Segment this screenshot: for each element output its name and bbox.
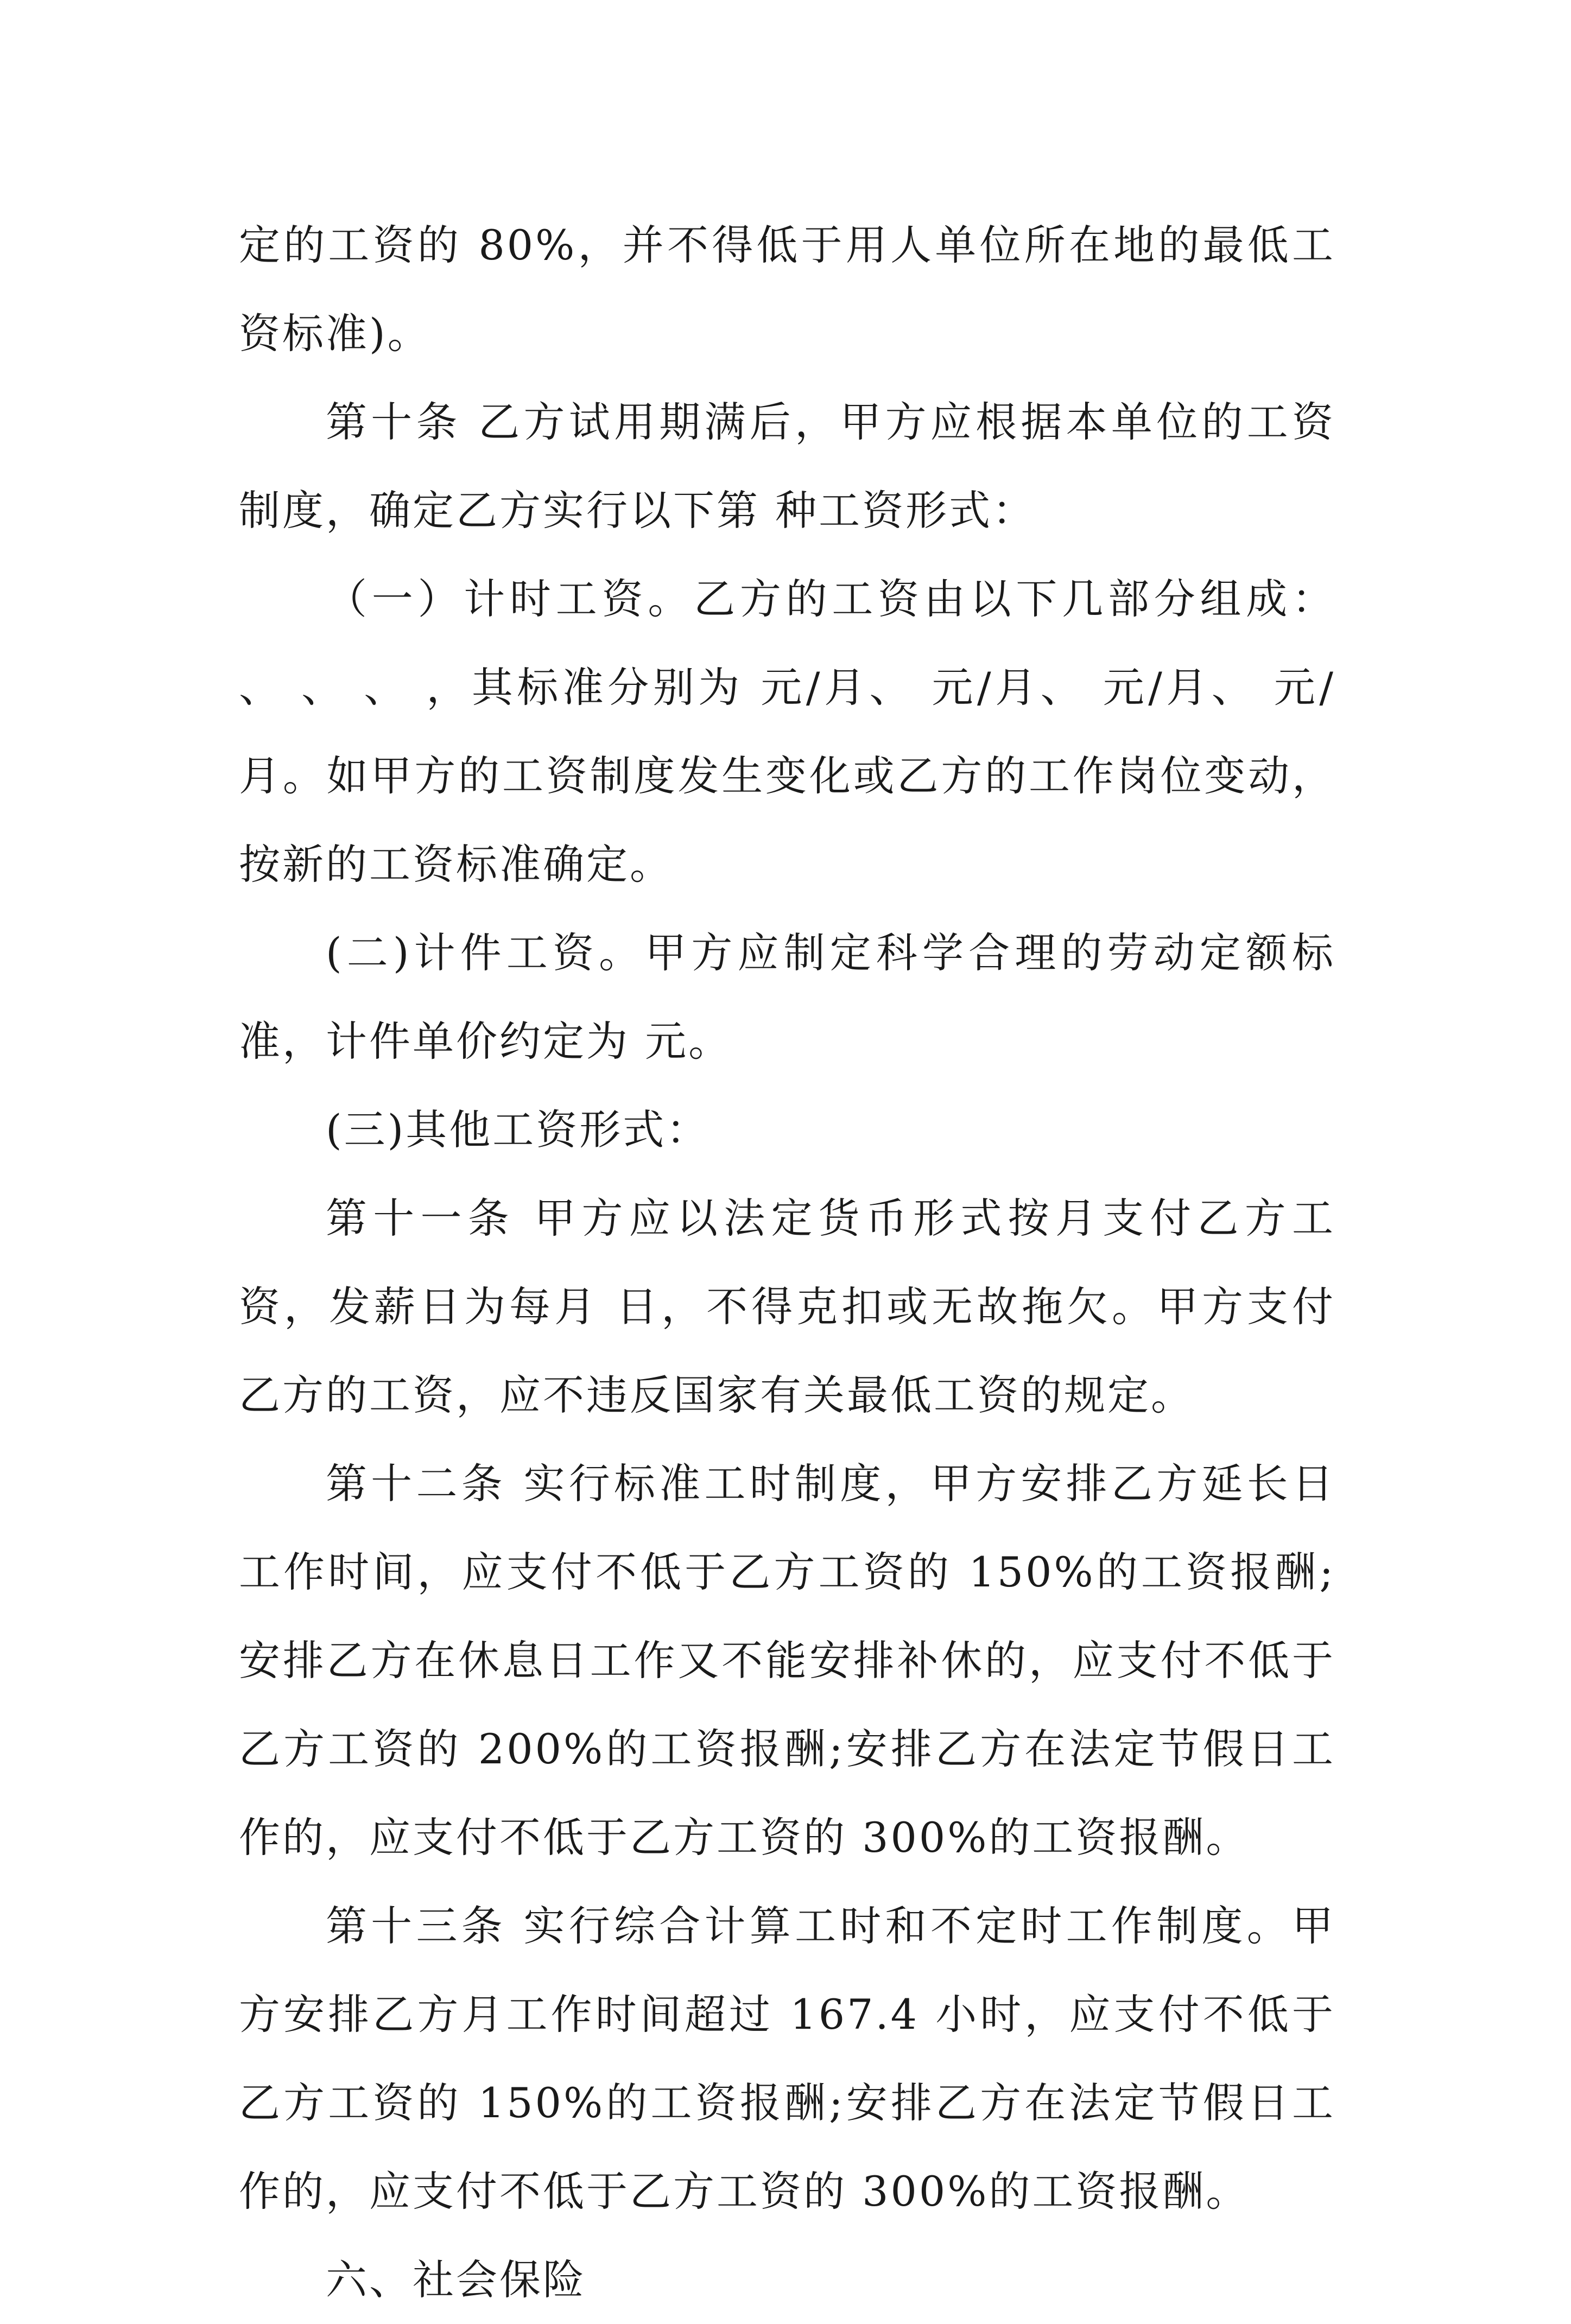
paragraph-article-12: 第十二条 实行标准工时制度，甲方安排乙方延长日工作时间，应支付不低于乙方工资的 150%的工资报酬;安排乙方在休息日工作又不能安排补休的，应支付不低于乙方工资的 200%的工资报酬;安排乙方在法定节假日工作的，应支付不低于乙方工资的 300%的工资报酬。	[239, 1459, 1335, 1862]
paragraph-article-11: 第十一条 甲方应以法定货币形式按月支付乙方工资，发薪日为每月 日，不得克扣或无故拖欠。甲方支付乙方的工资，应不违反国家有关最低工资的规定。	[239, 1194, 1335, 1419]
paragraph-article-10-item-3: (三)其他工资形式：	[326, 1106, 710, 1154]
paragraph-article-10: 第十条 乙方试用期满后，甲方应根据本单位的工资制度，确定乙方实行以下第 种工资形式：	[239, 398, 1335, 535]
paragraph-article-13: 第十三条 实行综合计算工时和不定时工作制度。甲方安排乙方月工作时间超过 167.4 小时，应支付不低于乙方工资的 150%的工资报酬;安排乙方在法定节假日工作的，应支付不低于乙方工资的 300%的工资报酬。	[239, 1902, 1335, 2215]
section-heading-social-insurance: 六、社会保险	[326, 2256, 586, 2304]
document-body	[239, 201, 1335, 2324]
paragraph-article-10-item-1: （一）计时工资。乙方的工资由以下几部分组成： 、 、 、 ，其标准分别为 元/月、 元/月、 元/月、 元/月。如甲方的工资制度发生变化或乙方的工作岗位变动，按新的工资标准确定。	[239, 575, 1335, 888]
paragraph-article-10-item-2: (二)计件工资。甲方应制定科学合理的劳动定额标准，计件单价约定为 元。	[239, 929, 1335, 1065]
paragraph-continuation: 定的工资的 80%，并不得低于用人单位所在地的最低工资标准)。	[239, 221, 1335, 358]
